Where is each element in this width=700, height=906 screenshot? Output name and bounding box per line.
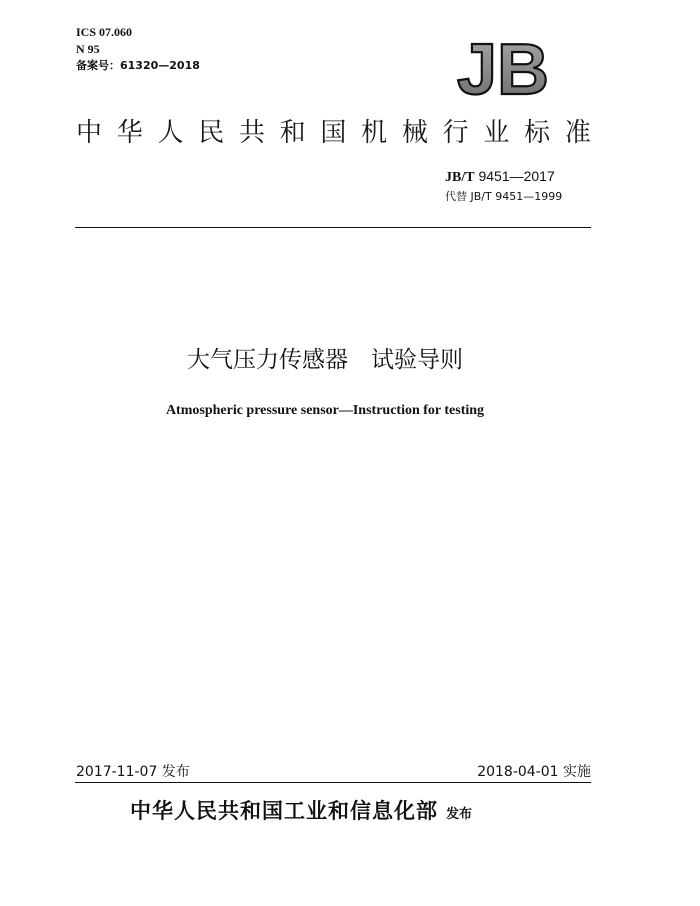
heading-char: 标 — [524, 118, 551, 148]
title-english: Atmospheric pressure sensor—Instruction for testing — [165, 403, 485, 418]
heading-char: 准 — [564, 118, 591, 148]
issuer-suffix: 发布 — [446, 807, 473, 822]
heading-char: 国 — [320, 118, 347, 148]
filing-number: 备案号：61320—2018 — [76, 59, 200, 72]
issuer-name: 中华人民共和国工业和信息化部 — [130, 799, 438, 823]
standard-prefix: JB/T — [445, 170, 475, 185]
jb-logo-text: JB — [456, 36, 550, 100]
replaces-standard: 代替 JB/T 9451—1999 — [445, 190, 563, 203]
heading-char: 中 — [76, 118, 103, 148]
jb-logo — [444, 36, 562, 100]
heading-char: 械 — [401, 118, 428, 148]
top-divider — [75, 227, 591, 228]
implementation-date: 2018-04-01 实施 — [477, 764, 591, 780]
heading-char: 共 — [238, 118, 265, 148]
heading-char: 行 — [442, 118, 469, 148]
heading-char: 业 — [483, 118, 510, 148]
standard-num: 9451—2017 — [474, 168, 555, 184]
heading-char: 华 — [116, 118, 143, 148]
ics-code: ICS 07.060 — [76, 25, 133, 39]
heading-char: 人 — [157, 118, 184, 148]
heading-char: 民 — [198, 118, 225, 148]
standard-number — [445, 168, 555, 186]
title-chinese: 大气压力传感器 试验导则 — [187, 347, 463, 373]
bottom-divider — [75, 782, 591, 783]
heading-char: 和 — [279, 118, 306, 148]
classification-code: N 95 — [76, 42, 100, 56]
standard-heading — [76, 116, 591, 150]
issuer — [130, 795, 472, 825]
issue-date: 2017-11-07 发布 — [76, 764, 190, 780]
heading-char: 机 — [361, 118, 388, 148]
